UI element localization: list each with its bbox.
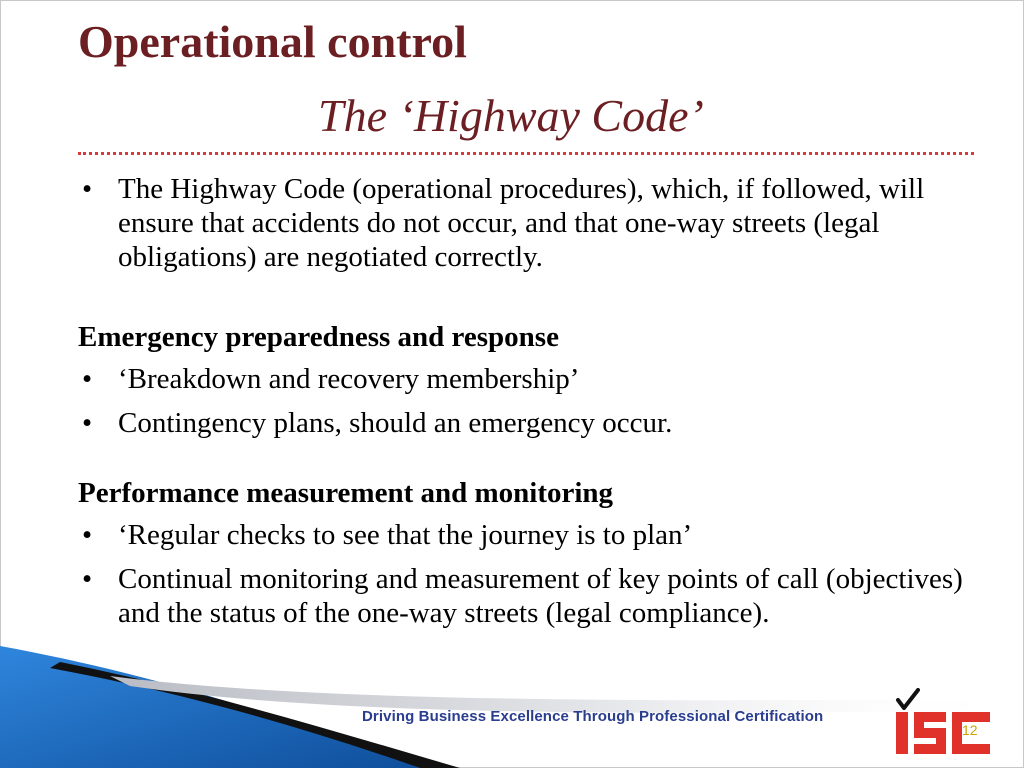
bullet-text: ‘Regular checks to see that the journey is to plan’ [118,519,693,551]
page-number: 12 [962,722,978,738]
title-divider [78,152,974,155]
isc-logo [892,688,994,758]
bullet-item [78,362,978,396]
bullet-item [78,172,978,274]
bullet-text: ‘Breakdown and recovery membership’ [118,363,580,395]
spacer [78,284,978,320]
bullet-icon: • [82,519,93,551]
bullet-text: Contingency plans, should an emergency occur. [118,407,673,439]
bullet-icon: • [82,363,93,395]
slide-subtitle: The ‘Highway Code’ [318,90,704,141]
slide-content [78,172,978,640]
bullet-icon: • [82,173,93,205]
footer-tagline: Driving Business Excellence Through Professional Certification [362,708,824,725]
checkmark-icon [898,690,918,708]
bullet-text: The Highway Code (operational procedures), which, if followed, will ensure that accidents do not occur, and that one-way streets (legal obligations) are negotiated correctly. [118,173,925,273]
slide-title: Operational control [78,16,467,67]
bullet-text: Continual monitoring and measurement of key points of call (objectives) and the status of the one-way streets (legal compliance). [118,563,963,629]
spacer [78,450,978,476]
section-heading-emergency: Emergency preparedness and response [78,321,559,353]
footer-swoosh-graphic [0,640,1024,768]
bullet-item [78,406,978,440]
bullet-icon: • [82,563,93,595]
bullet-icon: • [82,407,93,439]
bullet-item [78,518,978,552]
section-heading-performance: Performance measurement and monitoring [78,477,614,509]
bullet-item [78,562,978,630]
